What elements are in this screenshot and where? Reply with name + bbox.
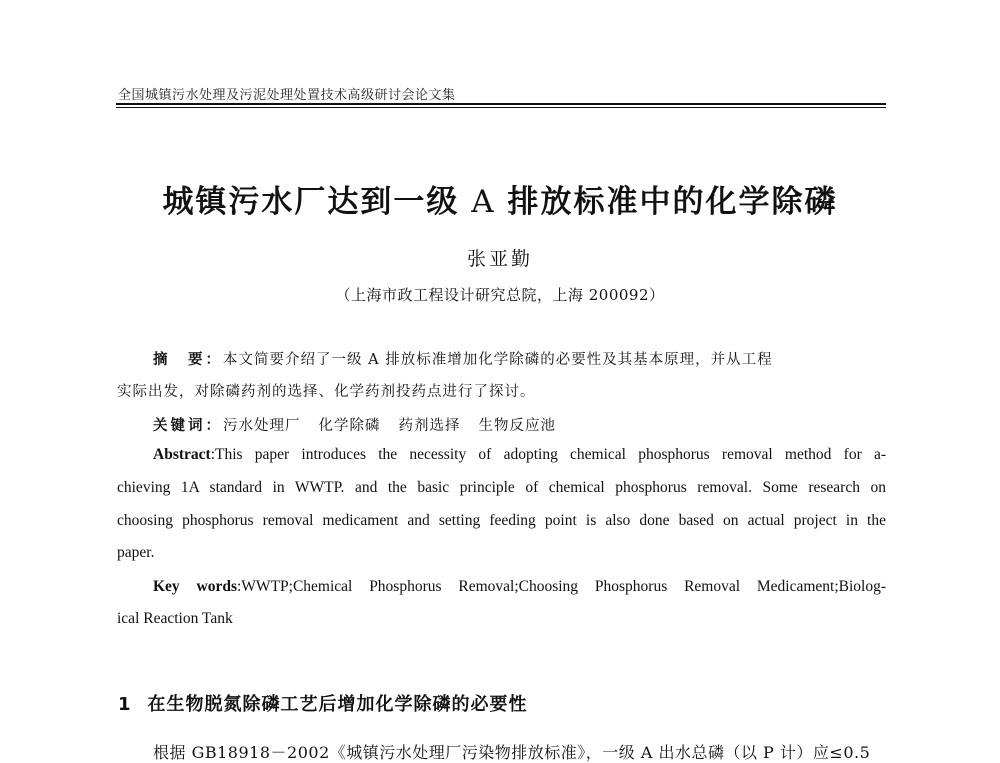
title-latin: A [459, 184, 508, 220]
abstract-cn-label: 摘 要： [153, 352, 223, 368]
author-affiliation: （上海市政工程设计研究总院，上海 200092） [335, 286, 665, 304]
abstract-cn-line-1 [153, 348, 773, 369]
paper-title [0, 176, 1000, 221]
keyword-cn-term: 生物反应池 [478, 418, 556, 434]
abstract-en-line-1 [153, 446, 886, 464]
abstract-cn-line-2: 实际出发，对除磷药剂的选择、化学药剂投药点进行了探讨。 [117, 384, 536, 400]
title-part-1: 城镇污水厂达到一级 [162, 184, 460, 220]
keywords-cn-label: 关键词： [153, 418, 223, 434]
keyword-cn-term: 化学除磷 [318, 418, 381, 434]
abstract-en-line-2: chieving 1A standard in WWTP. and the basic principle of chemical phosphorus removal. Some research on [117, 479, 886, 496]
section-heading [118, 690, 528, 716]
keywords-en-text-1: :WWTP;Chemical Phosphorus Removal;Choosing Phosphorus Removal Medicament;Biolog- [237, 578, 886, 595]
keywords-en-line-1 [153, 578, 886, 596]
keyword-cn-term: 污水处理厂 [223, 418, 301, 434]
section-title: 在生物脱氮除磷工艺后增加化学除磷的必要性 [147, 694, 528, 715]
body-paragraph-line: 根据 GB18918－2002《城镇污水处理厂污染物排放标准》，一级 A 出水总磷（以 P 计）应≤0.5 [153, 743, 871, 762]
title-part-2: 排放标准中的化学除磷 [507, 184, 838, 220]
keywords-cn [153, 414, 574, 435]
header-rule-thin [116, 107, 886, 108]
keywords-en-label: Key words [153, 578, 237, 595]
abstract-cn-text-1: 本文简要介绍了一级 A 排放标准增加化学除磷的必要性及其基本原理，并从工程 [223, 352, 773, 368]
abstract-en-label: Abstract [153, 446, 211, 463]
section-number: 1 [118, 694, 132, 715]
header-rule [116, 103, 886, 105]
author-name: 张亚勤 [466, 248, 533, 270]
abstract-en-text-1: :This paper introduces the necessity of adopting chemical phosphorus removal method for a- [210, 446, 886, 463]
keyword-cn-term: 药剂选择 [398, 418, 461, 434]
abstract-en-line-4: paper. [117, 544, 155, 561]
abstract-en-line-3: choosing phosphorus removal medicament and setting feeding point is also done based on actual project in the [117, 512, 886, 529]
keywords-en-line-2: ical Reaction Tank [117, 610, 233, 627]
running-head: 全国城镇污水处理及污泥处理处置技术高级研讨会论文集 [118, 88, 456, 103]
